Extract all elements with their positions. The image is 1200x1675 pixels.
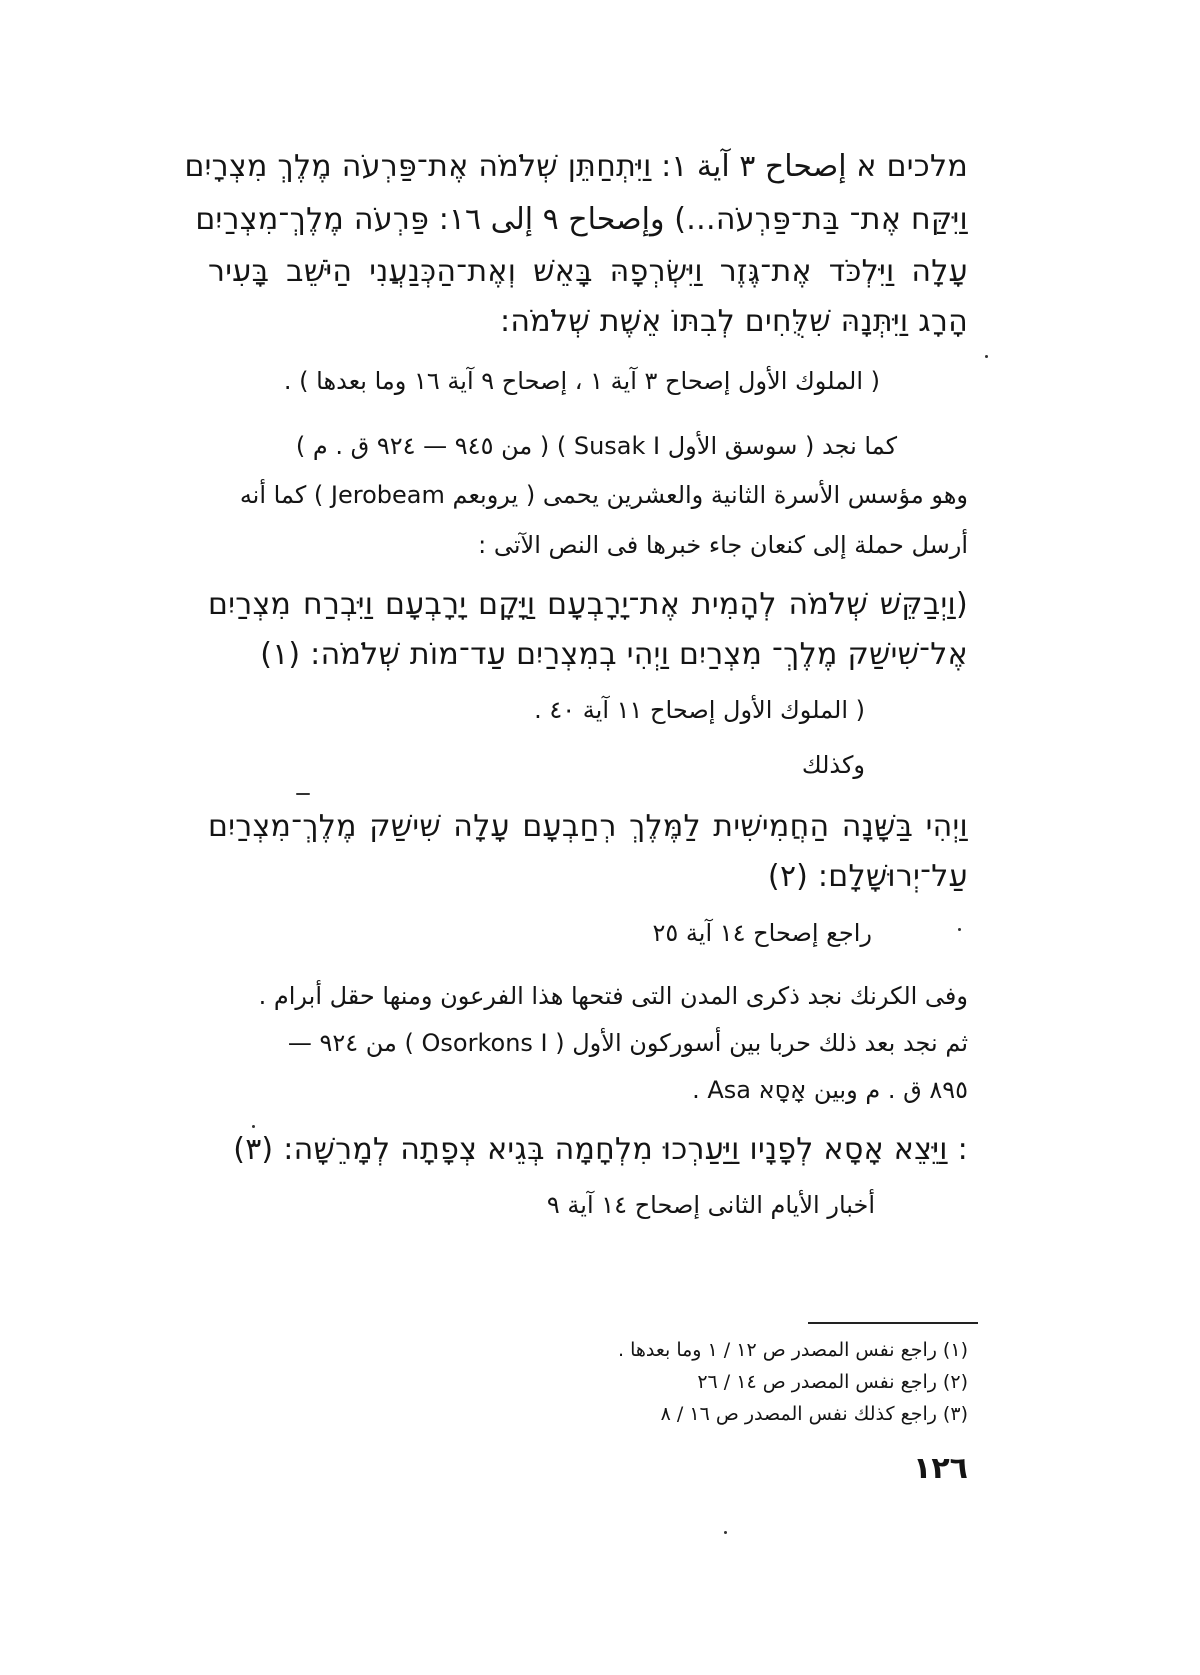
page-number: ١٢٦	[913, 1451, 968, 1486]
text-line-5: ( الملوك الأول إصحاح ٣ آية ١ ، إصحاح ٩ آية ١٦ وما بعدها ) .	[283, 367, 880, 395]
text-line-10: אֶל־שִׁישַׁק מֶלֶךְ־ מִצְרַיִם וַיְהִי בְמִצְרַיִם עַד־מוֹת שְׁלֹמֹה: (١)	[260, 637, 968, 672]
footnote-3: (٣) راجع كذلك نفس المصدر ص ١٦ / ٨	[660, 1403, 968, 1425]
footnote-1: (١) راجع نفس المصدر ص ١٢ / ١ وما بعدها .	[617, 1339, 968, 1361]
text-line-16: وفى الكرنك نجد ذكرى المدن التى فتحها هذا الفرعون ومنها حقل أبرام .	[258, 982, 968, 1010]
text-line-14: עַל־יְרוּשָׁלָם: (٢)	[767, 859, 968, 894]
text-line-9: (וַיְבַקֵּשׁ שְׁלֹמֹה לְהָמִית אֶת־יָרָבְעָם וַיָּקָם יָרָבְעָם וַיִּבְרַח מִצְרַיִם	[208, 587, 968, 622]
text-line-17: ثم نجد بعد ذلك حربا بين أسوركون الأول ( Osorkons I ) من ٩٢٤ —	[287, 1029, 968, 1057]
scan-speck	[985, 355, 988, 358]
text-line-7: وهو مؤسس الأسرة الثانية والعشرين يحمى ( يروبعم Jerobeam ) كما أنه	[239, 481, 968, 509]
scan-speck	[958, 928, 961, 931]
text-line-20: أخبار الأيام الثانى إصحاح ١٤ آية ٩	[546, 1191, 875, 1219]
footnote-divider	[808, 1322, 978, 1324]
text-line-6: كما نجد ( سوسق الأول Susak I ) ( من ٩٤٥ — ٩٢٤ ق . م )	[295, 432, 897, 460]
text-line-4: הָרָג וַיִּתְּנָהּ שִׁלֻּחִים לְבִתּוֹ אֵשֶׁת שְׁלֹמֹה:	[499, 304, 968, 339]
text-line-2: וַיִּקַּח אֶת־ בַּת־פַּרְעֹה...) وإصحاح ٩ إلى ١٦: פַּרְעֹה מֶלֶךְ־מִצְרַיִם	[195, 202, 968, 237]
text-line-1: מלכים א إصحاح ٣ آية ١: וַיִּתְחַתֵּן שְׁלֹמֹה אֶת־פַּרְעֹה מֶלֶךְ מִצְרָיִם	[184, 149, 968, 184]
text-line-11: ( الملوك الأول إصحاح ١١ آية ٤٠ .	[534, 696, 865, 724]
scan-speck	[252, 1125, 255, 1128]
text-line-8: أرسل حملة إلى كنعان جاء خبرها فى النص الآتى :	[478, 531, 968, 559]
text-line-13: וַיְהִי בַּשָּׁנָה הַחֲמִישִׁית לַמֶּלֶךְ רְחַבְעָם עָלָה שִׁישַׁק מֶלֶךְ־מִצְרַיִם	[208, 809, 968, 844]
scan-speck	[724, 1531, 727, 1534]
text-line-18: ٨٩٥ ق . م وبين אָסָא Asa .	[692, 1076, 968, 1104]
text-line-19: : וַיֵּצֵא אָסָא לְפָנָיו וַיַּעַרְכוּ מִלְחָמָה בְּגֵיא צְפָתָה לְמָרֵשָׁה: (٣)	[233, 1132, 968, 1167]
text-line-15: راجع إصحاح ١٤ آية ٢٥	[652, 919, 872, 947]
footnote-2: (٢) راجع نفس المصدر ص ١٤ / ٢٦	[697, 1371, 968, 1393]
text-line-3: עָלָה וַיִּלְכֹּד אֶת־גֶּזֶר וַיִּשְׂרְפָהּ בָּאֵשׁ וְאֶת־הַכְּנַעֲנִי הַיֹּשֵׁב בָּעִיר	[208, 254, 968, 289]
text-line-12: وكذلك	[801, 751, 865, 779]
scan-speck	[296, 793, 310, 795]
